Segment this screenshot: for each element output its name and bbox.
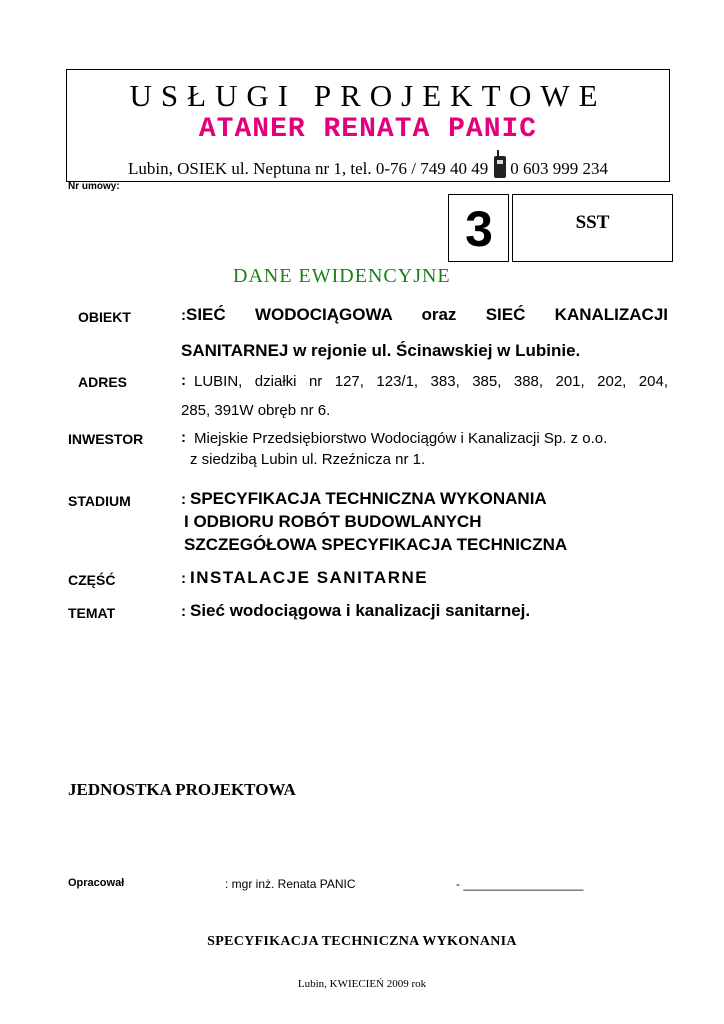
adres-line1: LUBIN, działki nr 127, 123/1, 383, 385, 388, 201, 202, 204, [194,373,668,390]
obiekt-line2: SANITARNEJ w rejonie ul. Ścinawskiej w Lubinie. [181,341,581,360]
temat-value: Sieć wodociągowa i kanalizacji sanitarnej. [190,601,531,620]
author-label: Opracował [68,877,125,889]
stadium-line2: I ODBIORU ROBÓT BUDOWLANYCH [184,512,482,531]
adres-line2: 285, 391W obręb nr 6. [181,402,331,419]
inwestor-label: INWESTOR [68,431,144,447]
temat-colon: : [181,603,186,620]
document-code: SST [512,194,673,262]
firm-address [67,156,669,179]
author-name: : mgr inż. Renata PANIC [225,877,356,891]
temat-label: TEMAT [68,605,116,621]
czesc-value: INSTALACJE SANITARNE [190,568,429,587]
adres-label: ADRES [78,374,128,390]
obiekt-colon: : [181,307,186,324]
mobile-number: 0 603 999 234 [510,159,608,178]
stadium-line3: SZCZEGÓŁOWA SPECYFIKACJA TECHNICZNA [184,535,568,554]
inwestor-colon: : [181,429,186,446]
footer-date: Lubin, KWIECIEŃ 2009 rok [297,978,427,990]
inwestor-line1: Miejskie Przedsiębiorstwo Wodociągów i Kanalizacji Sp. z o.o. [194,430,608,447]
contract-label: Nr umowy: [68,181,120,192]
stadium-line1: SPECYFIKACJA TECHNICZNA WYKONANIA [190,489,547,508]
czesc-label: CZĘŚĆ [68,572,116,588]
stadium-colon: : [181,491,186,508]
address-text: Lubin, OSIEK ul. Neptuna nr 1, tel. 0-76 / 749 40 49 [127,159,489,178]
firm-title: USŁUGI PROJEKTOWE [129,78,607,113]
document-number: 3 [448,194,509,262]
firm-owner: ATANER RENATA PANIC [198,114,538,145]
footer-title: SPECYFIKACJA TECHNICZNA WYKONANIA [207,934,517,949]
inwestor-line2: z siedzibą Lubin ul. Rzeźnicza nr 1. [190,451,426,468]
mobile-phone-icon [494,156,506,178]
section-heading: DANE EWIDENCYJNE [233,265,451,287]
czesc-colon: : [181,570,186,587]
project-unit-heading: JEDNOSTKA PROJEKTOWA [68,780,296,799]
obiekt-label: OBIEKT [78,309,131,325]
obiekt-line1: SIEĆ WODOCIĄGOWA oraz SIEĆ KANALIZACJI [186,305,668,324]
adres-colon: : [181,372,186,389]
signature-line: - __________________ [456,877,584,891]
stadium-label: STADIUM [68,493,131,509]
header-box [66,69,670,182]
